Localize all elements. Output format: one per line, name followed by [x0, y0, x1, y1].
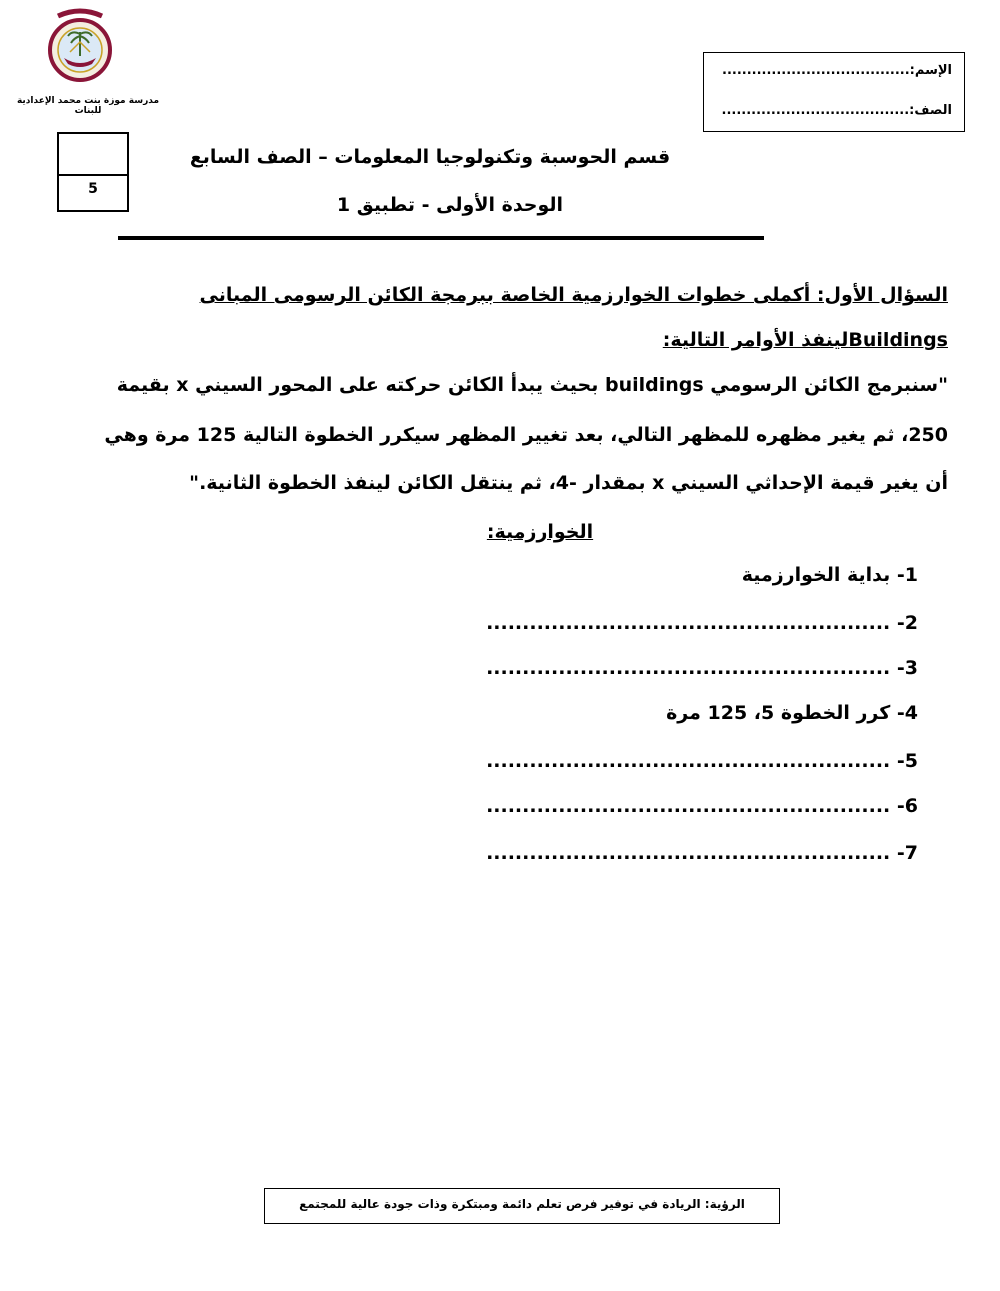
vision-box: [264, 1188, 780, 1224]
school-name: مدرسة موزة بنت محمد الإعدادية للبنات: [16, 96, 160, 116]
student-class-field[interactable]: الصف:......................................: [721, 103, 952, 118]
grade-total: 5: [88, 181, 98, 197]
vision-statement: الرؤية: الريادة في توفير فرص تعلم دائمة ومبتكرة وذات جودة عالية للمجتمع: [299, 1197, 745, 1211]
student-name-field[interactable]: الإسم:......................................: [722, 63, 952, 78]
student-info-box: [703, 52, 965, 132]
algorithm-step-3-blank[interactable]: 3- ........................................................: [486, 657, 918, 679]
algorithm-step-4: 4- كرر الخطوة 5، 125 مرة: [666, 702, 918, 724]
algorithm-step-2-blank[interactable]: 2- ........................................................: [486, 612, 918, 634]
grade-box: [57, 132, 129, 212]
header-divider: [118, 236, 764, 240]
algorithm-heading: الخوارزمية:: [486, 521, 594, 543]
algorithm-step-5-blank[interactable]: 5- ........................................................: [486, 750, 918, 772]
algorithm-step-7-blank[interactable]: 7- ........................................................: [486, 842, 918, 864]
question-title: السؤال الأول: أكملى خطوات الخوارزمية الخاصة ببرمجة الكائن الرسومى المبانى: [199, 284, 948, 306]
algorithm-step-1: 1- بداية الخوارزمية: [741, 564, 918, 586]
scenario-line-3: أن يغير قيمة الإحداثي السيني x بمقدار -4، ثم ينتقل الكائن لينفذ الخطوة الثانية.": [189, 472, 948, 494]
department-title: قسم الحوسبة وتكنولوجيا المعلومات – الصف السابع: [189, 146, 671, 168]
grade-divider: [59, 174, 127, 176]
unit-title: الوحدة الأولى - تطبيق 1: [336, 194, 564, 216]
question-title-continued: Buildingsلينفذ الأوامر التالية:: [662, 329, 948, 351]
scenario-line-1: "سنبرمج الكائن الرسومي buildings بحيث يبدأ الكائن حركته على المحور السيني x بقيمة: [116, 374, 948, 396]
ministry-emblem-logo: [40, 6, 120, 86]
algorithm-step-6-blank[interactable]: 6- ........................................................: [486, 795, 918, 817]
scenario-line-2: 250، ثم يغير مظهره للمظهر التالي، بعد تغيير المظهر سيكرر الخطوة التالية 125 مرة وهي: [104, 424, 948, 446]
